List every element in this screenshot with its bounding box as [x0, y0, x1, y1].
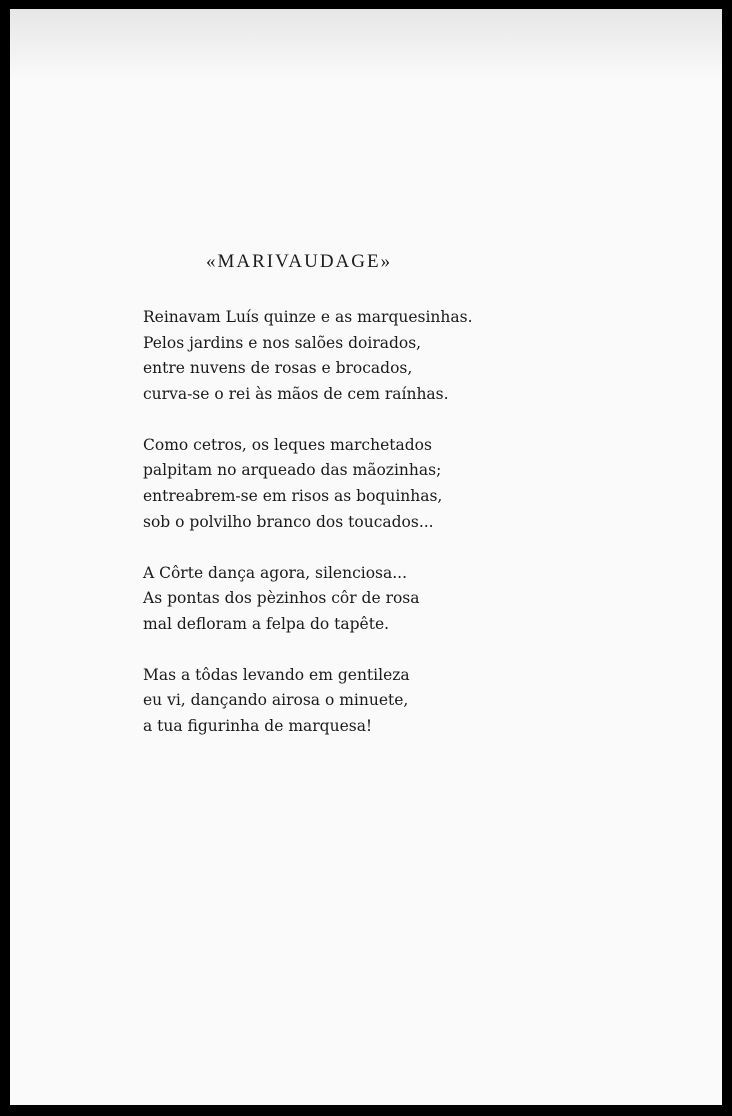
poem-line: palpitam no arqueado das mãozinhas; — [143, 461, 442, 480]
poem-line: curva-se o rei às mãos de cem raínhas. — [143, 385, 449, 404]
poem-line: eu vi, dançando airosa o minuete, — [143, 691, 409, 710]
book-page — [10, 9, 722, 1105]
poem-line: Como cetros, os leques marchetados — [143, 435, 432, 454]
poem-line: a tua figurinha de marquesa! — [143, 716, 373, 735]
poem-body — [143, 305, 663, 765]
stanza — [143, 663, 663, 740]
poem-line: sob o polvilho branco dos toucados... — [143, 512, 434, 531]
poem-title: «MARIVAUDAGE» — [206, 251, 393, 272]
poem-line: mal defloram a felpa do tapête. — [143, 614, 390, 633]
poem-line: Pelos jardins e nos salões doirados, — [143, 333, 422, 352]
poem-line: entre nuvens de rosas e brocados, — [143, 359, 413, 378]
stanza — [143, 561, 663, 638]
poem-line: entreabrem-se em risos as boquinhas, — [143, 487, 443, 506]
stanza — [143, 433, 663, 536]
poem-line: Mas a tôdas levando em gentileza — [143, 665, 410, 684]
poem-line: As pontas dos pèzinhos côr de rosa — [143, 589, 420, 608]
poem-line: A Côrte dança agora, silenciosa... — [143, 563, 408, 582]
poem-line: Reinavam Luís quinze e as marquesinhas. — [143, 308, 473, 326]
stanza — [143, 305, 663, 408]
